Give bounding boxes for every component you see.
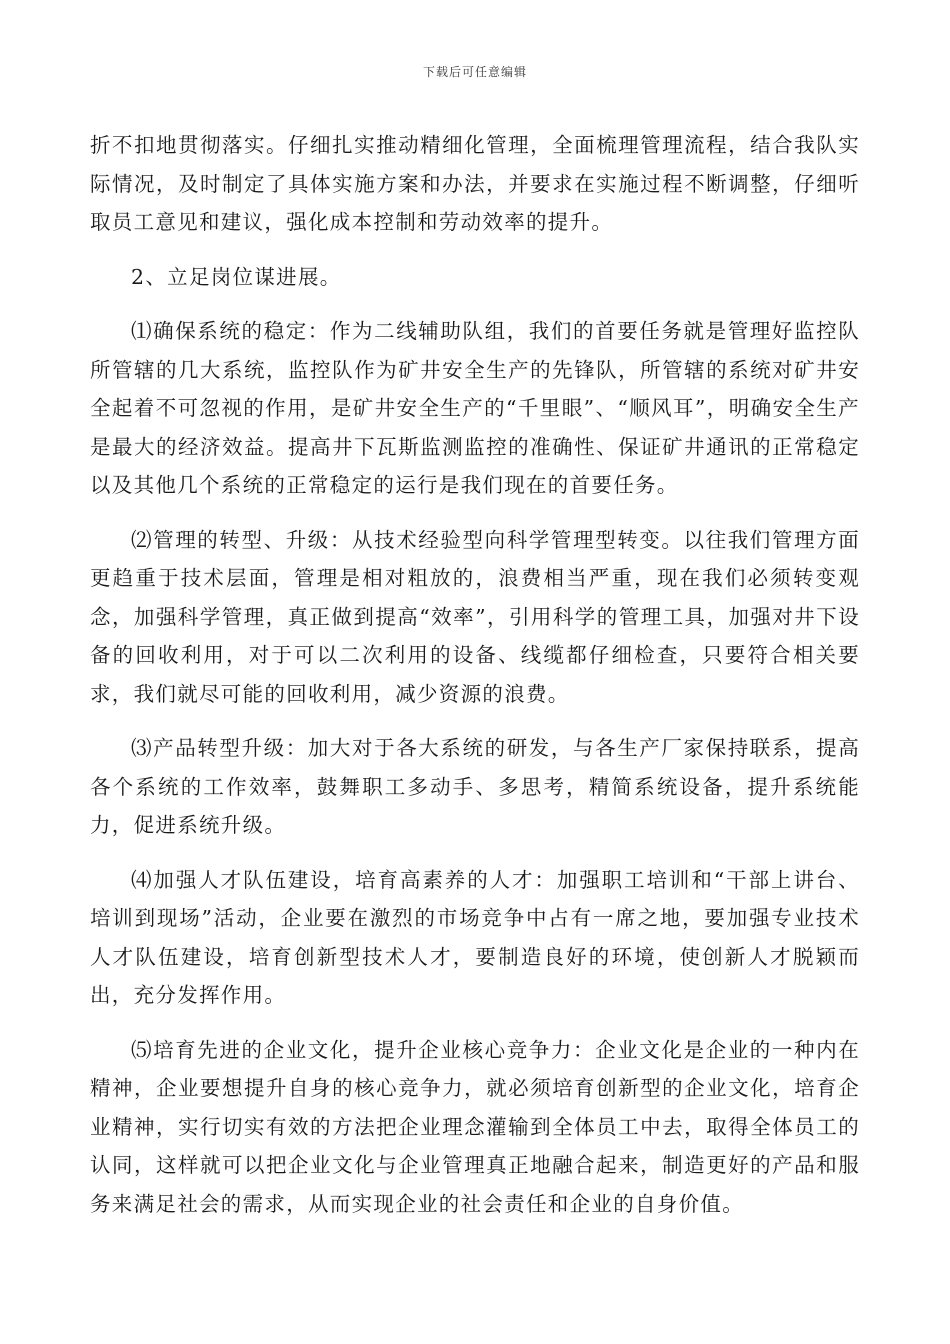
page-header: 下载后可任意编辑 (422, 65, 527, 79)
section-heading: 2、立足岗位谋进展。 (131, 264, 342, 289)
paragraph-item-4: ⑷加强人才队伍建设，培育高素养的人才：加强职工培训和“干部上讲台、培训到现场”活动，企业要在激烈的市场竞争中占有一席之地，要加强专业技术人才队伍建设，培育创新型技术人才，要制造良好的环境，使创新人才脱颖而出，充分发挥作用。 (90, 867, 860, 1007)
paragraph-item-1: ⑴确保系统的稳定：作为二线辅助队组，我们的首要任务就是管理好监控队所管辖的几大系统，监控队作为矿井安全生产的先锋队，所管辖的系统对矿井安全起着不可忽视的作用，是矿井安全生产的“千里眼”、“顺风耳”，明确安全生产是最大的经济效益。提高井下瓦斯监测监控的准确性、保证矿井通讯的正常稳定以及其他几个系统的正常稳定的运行是我们现在的首要任务。 (90, 319, 860, 497)
paragraph-item-3: ⑶产品转型升级：加大对于各大系统的研发，与各生产厂家保持联系，提高各个系统的工作效率，鼓舞职工多动手、多思考，精简系统设备，提升系统能力，促进系统升级。 (90, 736, 860, 837)
paragraph-item-2: ⑵管理的转型、升级：从技术经验型向科学管理型转变。以往我们管理方面更趋重于技术层面，管理是相对粗放的，浪费相当严重，现在我们必须转变观念，加强科学管理，真正做到提高“效率”，引用科学的管理工具，加强对井下设备的回收利用，对于可以二次利用的设备、线缆都仔细检查，只要符合相关要求，我们就尽可能的回收利用，减少资源的浪费。 (90, 527, 860, 706)
paragraph-continuation: 折不扣地贯彻落实。仔细扎实推动精细化管理，全面梳理管理流程，结合我队实际情况，及时制定了具体实施方案和办法，并要求在实施过程不断调整，仔细听取员工意见和建议，强化成本控制和劳动效率的提升。 (90, 133, 860, 234)
document-body (90, 126, 860, 1223)
paragraph-item-5: ⑸培育先进的企业文化，提升企业核心竞争力：企业文化是企业的一种内在精神，企业要想提升自身的核心竞争力，就必须培育创新型的企业文化，培育企业精神，实行切实有效的方法把企业理念灌输到全体员工中去，取得全体员工的认同，这样就可以把企业文化与企业管理真正地融合起来，制造更好的产品和服务来满足社会的需求，从而实现企业的社会责任和企业的自身价值。 (90, 1037, 860, 1216)
